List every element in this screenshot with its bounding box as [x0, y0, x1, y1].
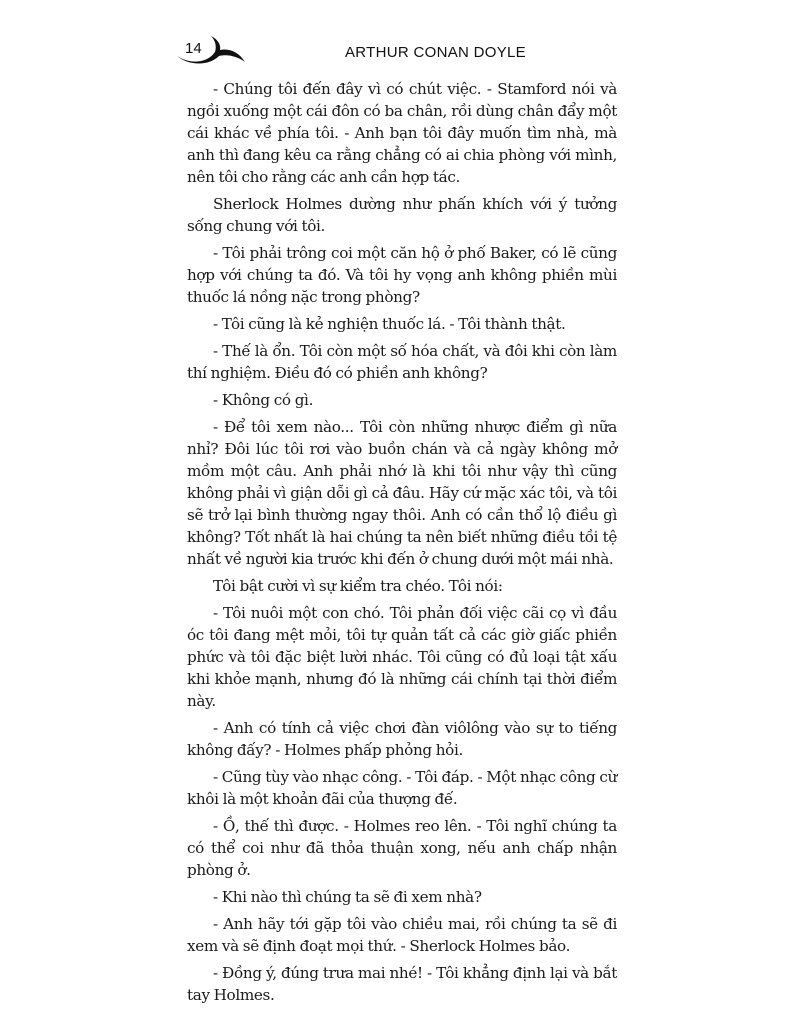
paragraph: - Tôi cũng là kẻ nghiện thuốc lá. - Tôi thành thật. [213, 315, 566, 333]
paragraph: - Chúng tôi đến đây vì có chút việc. - Stamford nói và ngồi xuống một cái đôn có ba chân, rồi dùng chân đẩy một cái khác về phía tôi. - Anh bạn tôi đây muốn tìm nhà, mà anh thì đang kêu ca rằng chẳng có ai chia phòng với mình, nên tôi cho rằng các anh cần hợp tác. [187, 80, 617, 186]
paragraph: - Tôi phải trông coi một căn hộ ở phố Baker, có lẽ cũng hợp với chúng ta đó. Và tôi hy vọng anh không phiền mùi thuốc lá nồng nặc trong phòng? [187, 244, 617, 306]
paragraph: - Không có gì. [213, 391, 314, 409]
paragraph: - Tôi nuôi một con chó. Tôi phản đối việc cãi cọ vì đầu óc tôi đang mệt mỏi, tôi tự quản tất cả các giờ giấc phiền phức và tôi đặc biệt lười nhác. Tôi cũng có đủ loại tật xấu khi khỏe mạnh, nhưng đó là những cái chính tại thời điểm này. [187, 604, 617, 710]
paragraph: Sherlock Holmes dường như phấn khích với ý tưởng sống chung với tôi. [187, 195, 617, 235]
paragraph: - Anh có tính cả việc chơi đàn viôlông vào sự to tiếng không đấy? - Holmes phấp phỏng hỏi. [187, 719, 617, 759]
running-head: ARTHUR CONAN DOYLE [345, 44, 526, 61]
paragraph: - Cũng tùy vào nhạc công. - Tôi đáp. - Một nhạc công cừ khôi là một khoản đãi của thượng đế. [187, 768, 617, 808]
page-header [175, 30, 625, 70]
paragraph: - Anh hãy tới gặp tôi vào chiều mai, rồi chúng ta sẽ đi xem và sẽ định đoạt mọi thứ. - Sherlock Holmes bảo. [187, 915, 617, 955]
paragraph: - Thế là ổn. Tôi còn một số hóa chất, và đôi khi còn làm thí nghiệm. Điều đó có phiền anh không? [187, 342, 617, 382]
body-text [187, 78, 617, 1011]
paragraph: Tôi bật cười vì sự kiểm tra chéo. Tôi nói: [213, 577, 503, 595]
paragraph: - Đồng ý, đúng trưa mai nhé! - Tôi khẳng định lại và bắt tay Holmes. [187, 964, 617, 1004]
paragraph: - Ồ, thế thì được. - Holmes reo lên. - Tôi nghĩ chúng ta có thể coi như đã thỏa thuận xong, nếu anh chấp nhận phòng ở. [187, 817, 617, 879]
page-number: 14 [185, 40, 202, 57]
paragraph: - Để tôi xem nào... Tôi còn những nhược điểm gì nữa nhỉ? Đôi lúc tôi rơi vào buồn chán và cả ngày không mở mồm một câu. Anh phải nhớ là khi tôi như vậy thì cũng không phải vì giận dỗi gì cả đâu. Hãy cứ mặc xác tôi, và tôi sẽ trở lại bình thường ngay thôi. Anh có cần thổ lộ điều gì không? Tốt nhất là hai chúng ta nên biết những điều tồi tệ nhất về người kia trước khi đến ở chung dưới một mái nhà. [187, 418, 617, 568]
paragraph: - Khi nào thì chúng ta sẽ đi xem nhà? [213, 888, 482, 906]
